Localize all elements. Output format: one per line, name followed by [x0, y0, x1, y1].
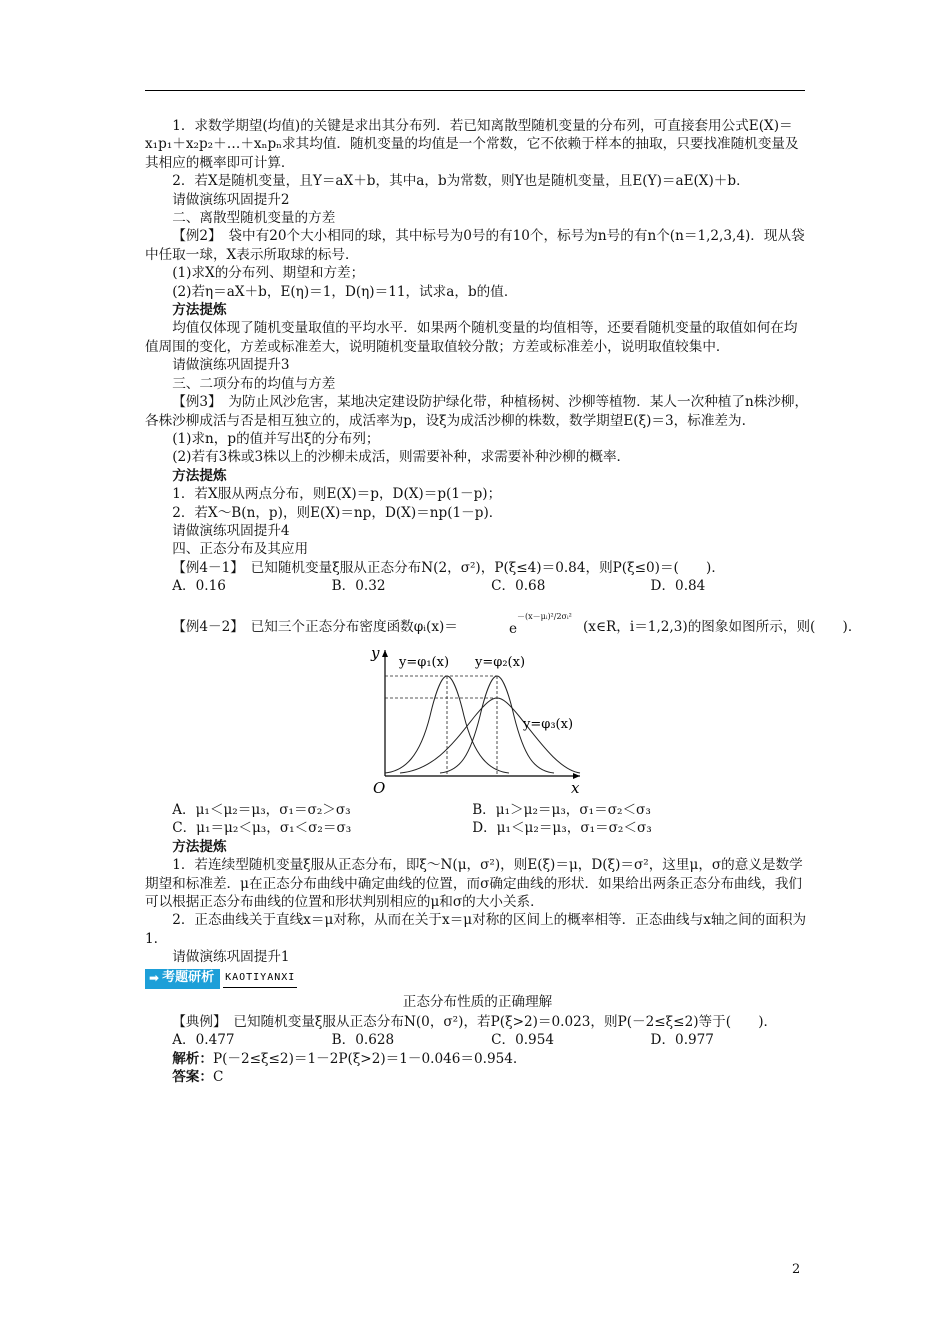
curve1-label: y=φ₁(x)	[399, 654, 450, 670]
formula-base: e	[509, 620, 518, 637]
section-heading: 三、二项分布的均值与方差	[172, 375, 336, 392]
question: (2)若η＝aX＋b，E(η)＝1，D(η)＝11，试求a，b的值．	[172, 283, 518, 300]
option-d: D．0.977	[650, 1032, 714, 1049]
page-content	[145, 117, 862, 1087]
option-d: D．μ₁＜μ₂＝μ₃，σ₁＝σ₂＜σ₃	[472, 820, 652, 837]
practice-ref: 请做演练巩固提升1	[172, 949, 290, 966]
method-heading: 方法提炼	[172, 467, 227, 484]
answer-text: C	[212, 1069, 224, 1086]
paragraph: 2．正态曲线关于直线x＝μ对称，从而在关于x＝μ对称的区间上的概率相等．正态曲线与x轴之间的面积为1.	[145, 912, 807, 947]
option-c: C．0.954	[491, 1032, 555, 1049]
paragraph: 2．若X是随机变量，且Y＝aX＋b，其中a，b为常数，则Y也是随机变量，且E(Y)＝aE(X)＋b．	[172, 173, 750, 190]
paragraph: 均值仅体现了随机变量取值的平均水平．如果两个随机变量的均值相等，还要看随机变量的取值如何在均值周围的变化，方差或标准差大，说明随机变量取值较分散；方差或标准差小，说明取值较集中．	[145, 320, 798, 355]
y-axis-label: y	[371, 645, 380, 662]
banner-title: 考题研析	[162, 970, 215, 986]
option-a: A．0.16	[172, 578, 226, 595]
option-b: B．μ₁＞μ₂＝μ₃，σ₁＝σ₂＜σ₃	[472, 801, 651, 818]
solution-text: P(－2≤ξ≤2)＝1－2P(ξ>2)＝1－0.046＝0.954.	[212, 1050, 518, 1067]
typical-options	[145, 1031, 810, 1049]
option-b: B．0.628	[331, 1032, 395, 1049]
method-heading: 方法提炼	[172, 838, 227, 855]
example-4-2-text-end: (x∈R，i＝1,2,3)的图象如图所示，则( )．	[583, 618, 862, 635]
solution-label: 解析：	[172, 1050, 213, 1067]
options-4-2-row2	[145, 819, 810, 837]
topic-title: 正态分布性质的正确理解	[402, 993, 553, 1010]
header-rule	[145, 90, 805, 91]
x-axis-label: x	[571, 778, 580, 796]
solution	[145, 1050, 810, 1068]
option-d: D．0.84	[650, 578, 706, 595]
curve-phi3	[400, 698, 580, 773]
option-a: A．μ₁＜μ₂＝μ₃，σ₁＝σ₂＞σ₃	[172, 801, 351, 818]
curve3-label: y=φ₃(x)	[523, 716, 574, 732]
question: (1)求n，p的值并写出ξ的分布列；	[172, 430, 380, 447]
banner-box	[145, 969, 220, 989]
answer	[145, 1068, 810, 1086]
example-4-1: 【例4－1】 已知随机变量ξ服从正态分布N(2，σ²)，P(ξ≤4)＝0.84，则P(ξ≤0)＝( )．	[172, 559, 725, 576]
example-4-2	[145, 608, 862, 638]
section-heading: 四、正态分布及其应用	[172, 541, 309, 558]
option-a: A．0.477	[172, 1032, 235, 1049]
paragraph: 1．若连续型随机变量ξ服从正态分布，即ξ～N(μ，σ²)，则E(ξ)＝μ，D(ξ)＝σ²，这里μ，σ的意义是数学期望和标准差．μ在正态分布曲线中确定曲线的位置，而σ确定曲线的形状．如果给出两条正态分布曲线，我们可以根据正态分布曲线的位置和形状判别相应的μ和σ的大小关系．	[145, 857, 803, 910]
answer-label: 答案：	[172, 1069, 213, 1086]
banner-subtitle: KAOTIYANXI	[223, 969, 297, 988]
practice-ref: 请做演练巩固提升4	[172, 522, 290, 539]
origin-label: O	[373, 778, 386, 796]
formula-exponent: －(x－μᵢ)²/2σᵢ²	[517, 611, 572, 621]
method-heading: 方法提炼	[172, 302, 227, 319]
option-c: C．0.68	[491, 578, 546, 595]
option-c: C．μ₁＝μ₂＜μ₃，σ₁＜σ₂＝σ₃	[172, 820, 352, 837]
option-b: B．0.32	[331, 578, 386, 595]
typical-example: 【典例】 已知随机变量ξ服从正态分布N(0，σ²)，若P(ξ>2)＝0.023，则P(－2≤ξ≤2)等于( )．	[172, 1014, 778, 1031]
options-4-2-row1	[145, 801, 810, 819]
practice-ref: 请做演练巩固提升3	[172, 357, 290, 374]
section-banner	[145, 969, 810, 989]
section-heading: 二、离散型随机变量的方差	[172, 210, 336, 227]
y-axis-arrow	[382, 650, 388, 657]
example-3: 【例3】 为防止风沙危害，某地决定建设防护绿化带，种植杨树、沙柳等植物．某人一次种植了n株沙柳，各株沙柳成活与否是相互独立的，成活率为p，设ξ为成活沙柳的株数，数学期望E(ξ)＝3，标准差为.	[145, 394, 809, 429]
question: (1)求X的分布列、期望和方差；	[172, 265, 365, 282]
arrow-icon: ➡	[149, 971, 160, 986]
example-4-2-text: 【例4－2】 已知三个正态分布密度函数φᵢ(x)＝	[172, 618, 458, 635]
curve2-label: y=φ₂(x)	[475, 654, 526, 670]
normal-curves-figure	[365, 646, 585, 796]
paragraph: 2．若X～B(n，p)，则E(X)＝np，D(X)＝np(1－p)．	[172, 504, 503, 521]
practice-ref: 请做演练巩固提升2	[172, 191, 290, 208]
example-2: 【例2】 袋中有20个大小相同的球，其中标号为0号的有10个，标号为n号的有n个(n＝1,2,3,4)．现从袋中任取一球，X表示所取球的标号．	[145, 228, 805, 263]
paragraph: 1．求数学期望(均值)的关键是求出其分布列．若已知离散型随机变量的分布列，可直接套用公式E(X)＝x₁p₁＋x₂p₂＋…＋xₙpₙ求其均值．随机变量的均值是一个常数，它不依赖于样本的抽取，只要找准随机变量及其相应的概率即可计算．	[145, 118, 799, 171]
paragraph: 1．若X服从两点分布，则E(X)＝p，D(X)＝p(1－p)；	[172, 486, 502, 503]
options-4-1	[145, 577, 810, 595]
page-number: 2	[792, 1262, 801, 1277]
question: (2)若有3株或3株以上的沙柳未成活，则需要补种，求需要补种沙柳的概率．	[172, 449, 631, 466]
